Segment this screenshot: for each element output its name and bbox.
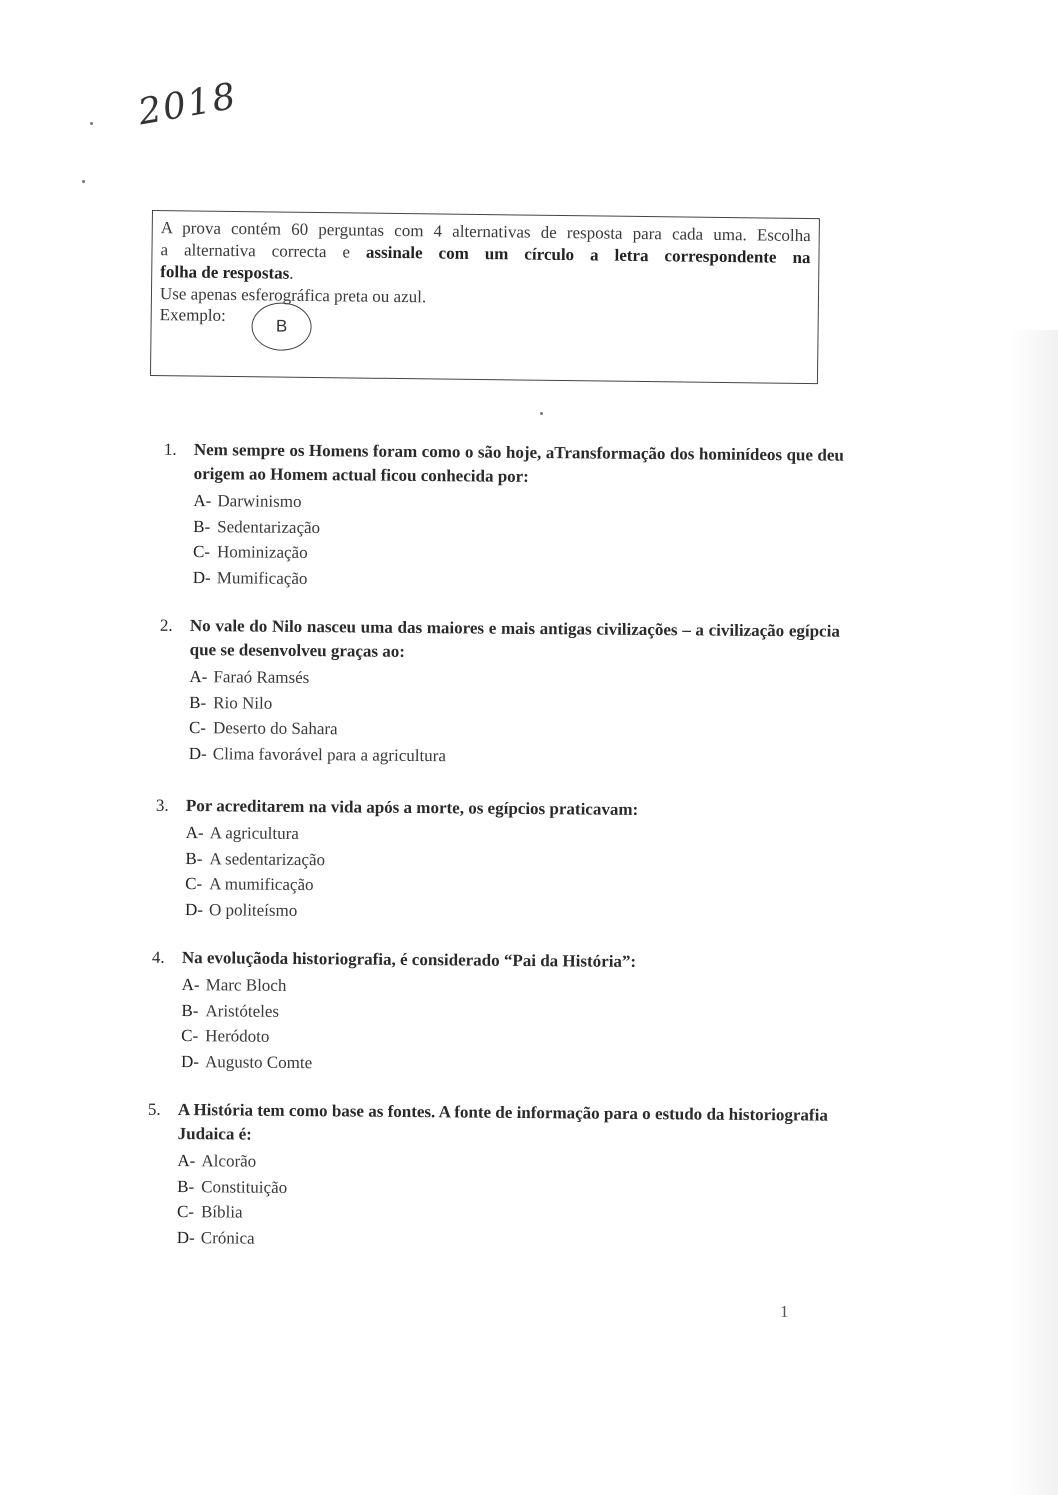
- question-options: [189, 664, 840, 772]
- option-d: [181, 1048, 831, 1079]
- option-letter: A-: [177, 1150, 196, 1171]
- scan-speck: [82, 180, 85, 183]
- question-options: [181, 972, 832, 1080]
- example-label: Exemplo:: [159, 305, 226, 325]
- option-text: A sedentarização: [209, 848, 326, 869]
- option-text: Darwinismo: [217, 491, 302, 511]
- question-1: [163, 438, 844, 596]
- question-options: [185, 820, 836, 928]
- option-letter: C-: [192, 541, 211, 562]
- question-text: No vale do Nilo nasceu uma das maiores e mais antigas civilizações – a civilização egípcia que se desenvolveu graças ao:: [189, 615, 840, 661]
- option-text: Constituição: [201, 1176, 288, 1197]
- option-letter: D-: [180, 1051, 200, 1071]
- option-text: Marc Bloch: [205, 975, 287, 995]
- instructions-answer-sheet: folha de respostas: [160, 262, 290, 283]
- option-text: Hominização: [216, 542, 308, 562]
- option-text: Mumificação: [216, 567, 308, 588]
- instructions-box: [150, 210, 820, 384]
- question-number: 1.: [163, 439, 177, 459]
- question-number: 2.: [159, 615, 173, 635]
- question-number: 3.: [155, 795, 169, 815]
- scan-speck: [540, 412, 543, 415]
- option-d: [185, 896, 835, 927]
- question-text: Nem sempre os Homens foram como o são hoje, aTransformação dos hominídeos que deu origem ao Homem actual ficou conhecida por:: [193, 439, 844, 486]
- question-3: [155, 794, 836, 928]
- option-letter: A-: [193, 490, 212, 511]
- question-number: 5.: [147, 1099, 161, 1119]
- option-text: Heródoto: [205, 1026, 270, 1046]
- question-text: Por acreditarem na vida após a morte, os egípcios praticavam:: [185, 795, 639, 819]
- option-letter: D-: [188, 743, 207, 763]
- question-text: A História tem como base as fontes. A fonte de informação para o estudo da historiografia Judaica é:: [177, 1099, 828, 1144]
- option-letter: C-: [176, 1201, 195, 1222]
- option-letter: D-: [176, 1227, 195, 1247]
- option-text: Deserto do Sahara: [212, 718, 338, 739]
- option-text: Augusto Comte: [204, 1051, 313, 1072]
- option-d: [189, 740, 839, 771]
- option-letter: C-: [181, 1025, 199, 1046]
- option-text: A agricultura: [209, 823, 299, 843]
- option-letter: C-: [188, 717, 207, 738]
- page-number: 1: [780, 1302, 789, 1321]
- scan-speck: [90, 122, 93, 125]
- option-text: Aristóteles: [205, 1000, 280, 1021]
- option-letter: A-: [181, 974, 200, 995]
- question-options: [193, 488, 844, 596]
- option-letter: A-: [189, 666, 208, 687]
- option-letter: B-: [177, 1176, 195, 1196]
- instructions-line-2-bold: assinale com um círculo a letra correspondente na: [365, 242, 811, 268]
- instructions-line-1: A prova contém 60 perguntas com 4 alternativas de resposta para cada uma. Escolha: [160, 218, 811, 246]
- example-circled-letter: B: [251, 302, 312, 351]
- option-text: Rio Nilo: [213, 692, 273, 713]
- instructions-line-4: Use apenas esferográfica preta ou azul.: [159, 284, 427, 307]
- option-text: Faraó Ramsés: [213, 667, 310, 688]
- option-d: [193, 564, 843, 595]
- question-2: [159, 614, 840, 772]
- option-letter: C-: [185, 873, 203, 894]
- question-5: [147, 1098, 828, 1256]
- scan-edge-shadow: [1010, 330, 1058, 1495]
- question-options: [177, 1148, 828, 1256]
- option-letter: D-: [184, 899, 204, 919]
- option-letter: B-: [193, 516, 211, 536]
- option-text: A mumificação: [209, 874, 314, 895]
- question-4: [151, 946, 832, 1080]
- instructions-line-3-end: .: [289, 263, 294, 283]
- option-text: Clima favorável para a agricultura: [212, 743, 447, 765]
- option-text: O politeísmo: [208, 899, 298, 920]
- question-number: 4.: [151, 947, 165, 967]
- option-letter: B-: [185, 848, 203, 868]
- option-d: [177, 1224, 827, 1255]
- option-letter: B-: [189, 692, 207, 712]
- option-text: Alcorão: [201, 1151, 257, 1171]
- instructions-line-2-start: a alternativa correcta e: [160, 240, 351, 262]
- question-text: Na evoluçãoda historiografia, é considerado “Pai da História”:: [181, 947, 637, 971]
- option-text: Crónica: [200, 1227, 255, 1248]
- option-letter: B-: [181, 1000, 199, 1020]
- example-row: [159, 305, 809, 353]
- option-letter: A-: [185, 822, 204, 843]
- option-letter: D-: [192, 567, 211, 587]
- option-text: Sedentarização: [217, 516, 321, 537]
- handwritten-year: 2018: [135, 75, 241, 134]
- option-text: Bíblia: [200, 1202, 243, 1222]
